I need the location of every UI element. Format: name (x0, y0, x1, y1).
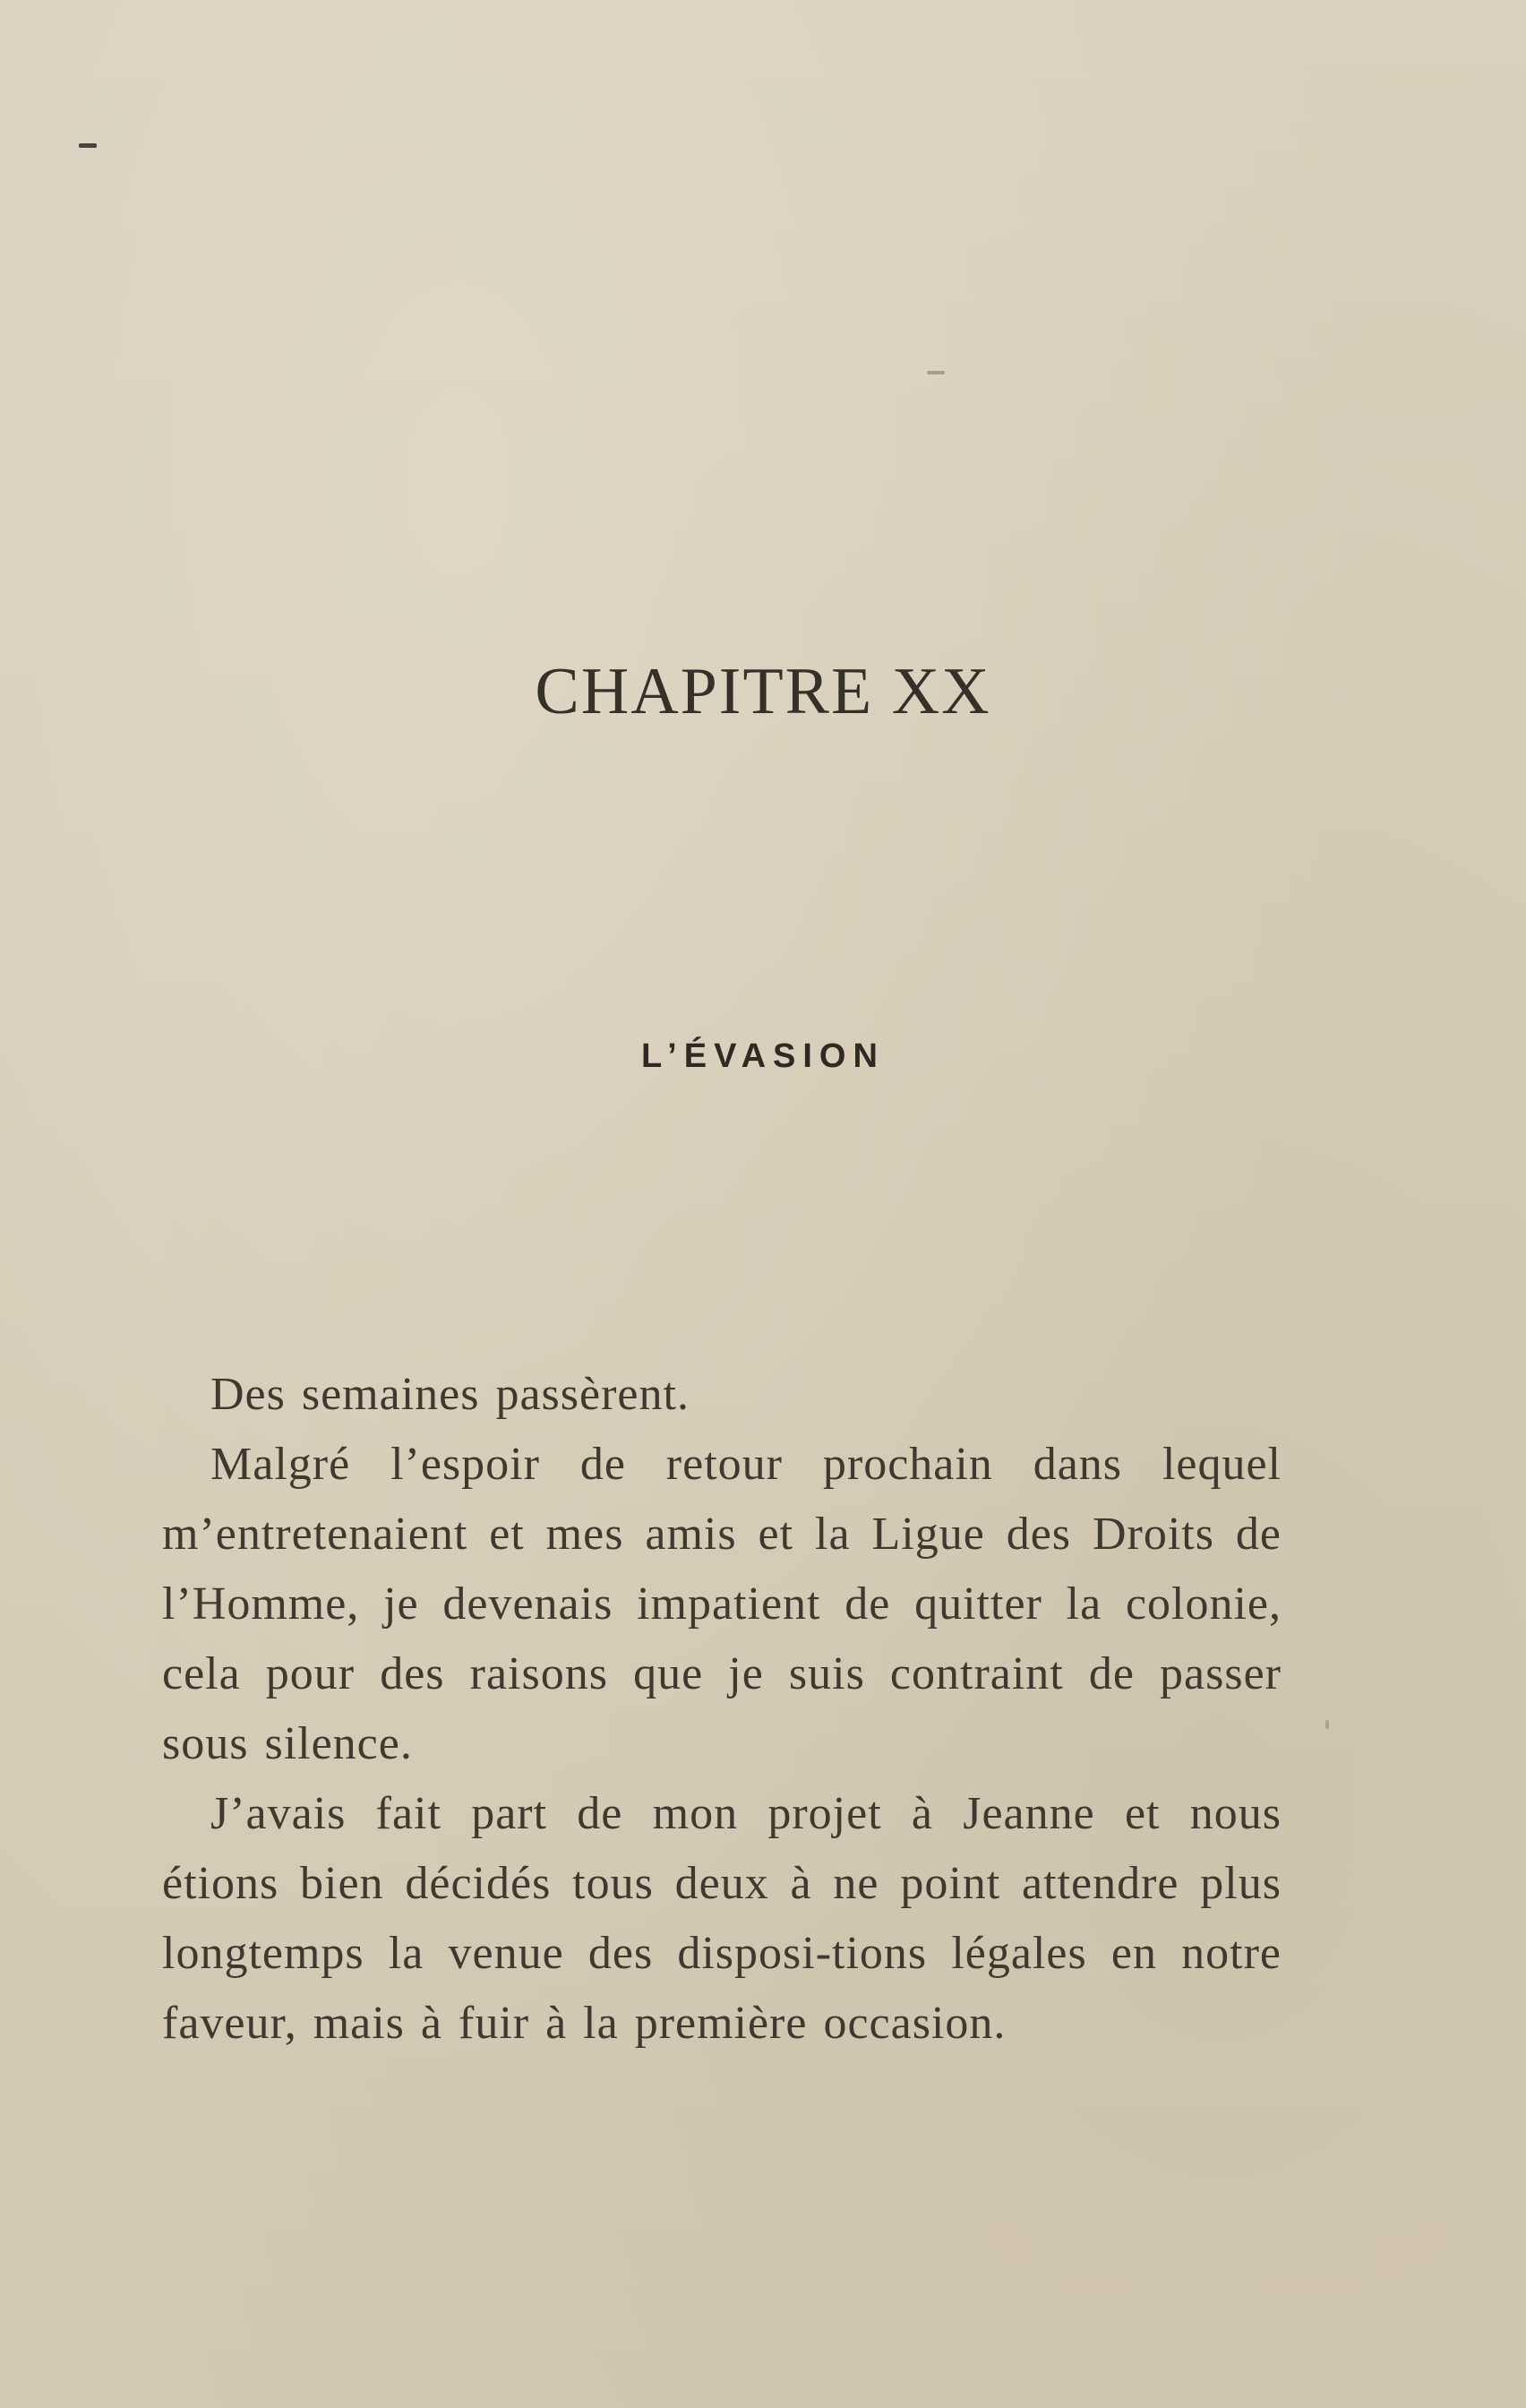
ink-speck (79, 143, 97, 148)
paragraph: Malgré l’espoir de retour prochain dans lequel m’entretenaient et mes amis et la Ligue des Droits de l’Homme, je devenais impatient de quitter la colonie, cela pour des raisons que je suis contraint de passer sous silence. (162, 1439, 1282, 1769)
paragraph: J’avais fait part de mon projet à Jeanne et nous étions bien décidés tous deux à ne point attendre plus longtemps la venue des disposi-tions légales en notre faveur, mais à fuir à la première occasion. (162, 1788, 1282, 2049)
ink-speck (927, 371, 945, 374)
ink-speck (1325, 1720, 1329, 1729)
body-text (162, 1360, 1282, 2059)
chapter-title: CHAPITRE XX (535, 655, 991, 728)
chapter-subtitle: L’ÉVASION (641, 1037, 885, 1075)
paragraph: Des semaines passèrent. (210, 1369, 690, 1420)
